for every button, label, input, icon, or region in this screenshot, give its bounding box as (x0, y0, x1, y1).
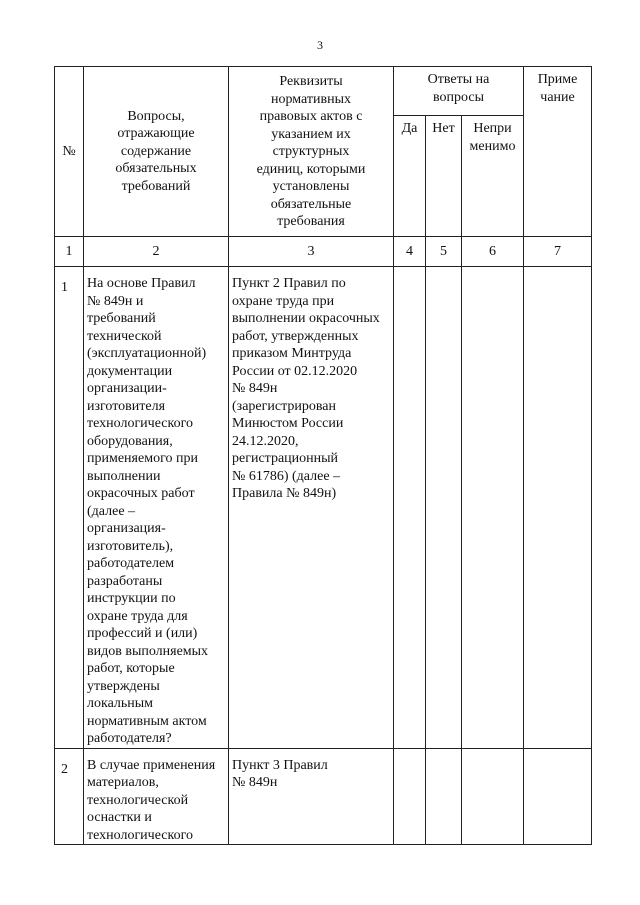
header-questions-line: требований (121, 178, 191, 194)
header-no-text: Нет (432, 121, 455, 136)
table-row (55, 267, 592, 749)
header-note-line: чание (540, 89, 575, 105)
requisite-cell (229, 748, 394, 845)
checklist-table (54, 66, 592, 845)
question-line: № 849н и (87, 293, 144, 309)
question-line: технической (87, 328, 162, 344)
header-questions-line: содержание (120, 143, 192, 159)
question-line: (эксплуатационной) (87, 346, 207, 361)
header-requisites-line: указанием их (271, 126, 351, 142)
column-number-row (55, 237, 592, 267)
answer-no-cell[interactable] (426, 748, 462, 845)
header-requisites-line: нормативных (270, 91, 351, 107)
header-yes-text: Да (401, 121, 418, 136)
question-line: инструкции по (87, 591, 176, 606)
requisite-line: Пункт 2 Правил по (232, 276, 346, 291)
header-requisites-line: требования (277, 214, 345, 229)
header-requisites (229, 67, 394, 237)
question-line: работодателем (87, 556, 175, 571)
answer-na-cell[interactable] (462, 267, 524, 749)
header-no (426, 116, 462, 237)
requisite-line: 24.12.2020, (232, 433, 299, 449)
question-line: организации- (87, 381, 167, 396)
question-line: локальным (87, 696, 154, 711)
row-number: 1 (55, 267, 84, 749)
question-cell (84, 748, 229, 845)
question-line: материалов, (87, 775, 159, 790)
question-line: технологического (87, 416, 193, 431)
answer-na-cell[interactable] (462, 748, 524, 845)
column-number: 6 (462, 237, 524, 267)
header-note-line: Приме (537, 72, 578, 87)
requisite-cell (229, 267, 394, 749)
column-number: 7 (524, 237, 592, 267)
page-number: 3 (317, 38, 323, 52)
requisite-line: Минюстом России (232, 416, 344, 431)
header-na (462, 116, 524, 237)
header-requisites-line: структурных (272, 144, 350, 159)
header-na-line: Непри (473, 121, 512, 136)
header-questions-line: обязательных (115, 161, 197, 177)
question-line: организация- (87, 521, 166, 536)
header-questions-line: отражающие (117, 126, 195, 142)
table-row (55, 748, 592, 845)
requisite-line: регистрационный (232, 451, 339, 466)
question-line: работодателя? (87, 731, 172, 746)
column-number: 1 (55, 237, 84, 267)
question-line: работ, которые (87, 661, 175, 676)
header-requisites-line: правовых актов с (259, 109, 363, 124)
answer-yes-cell[interactable] (394, 748, 426, 845)
question-line: видов выполняемых (87, 643, 209, 659)
question-line: применяемого при (87, 451, 198, 466)
question-line: охране труда для (87, 608, 188, 624)
header-num-text: № (62, 143, 76, 159)
header-requisites-line: обязательные (270, 196, 352, 212)
column-number: 3 (229, 237, 394, 267)
column-number: 2 (84, 237, 229, 267)
header-answers-line: Ответы на (427, 72, 490, 87)
requisite-line: Правила № 849н) (232, 486, 337, 501)
question-line: окрасочных работ (87, 486, 195, 501)
answer-yes-cell[interactable] (394, 267, 426, 749)
question-line: разработаны (87, 573, 163, 589)
header-row-1 (55, 67, 592, 116)
requisite-line: выполнении окрасочных (232, 311, 380, 326)
question-line: (далее – (87, 503, 136, 519)
header-na-line: менимо (469, 138, 516, 154)
requisite-line: № 849н (232, 775, 278, 790)
question-line: изготовитель), (87, 538, 174, 554)
header-yes (394, 116, 426, 237)
question-line: утверждены (87, 678, 160, 694)
requisite-line: (зарегистрирован (232, 398, 336, 414)
header-requisites-line: Реквизиты (279, 74, 343, 89)
column-number: 5 (426, 237, 462, 267)
header-answers-line: вопросы (433, 89, 484, 105)
requisite-line: № 61786) (далее – (232, 468, 341, 484)
requisite-line: № 849н (232, 381, 278, 396)
question-line: На основе Правил (87, 276, 196, 291)
requisite-line: приказом Минтруда (232, 346, 352, 361)
header-answers (394, 67, 524, 116)
header-questions-line: Вопросы, (127, 108, 185, 124)
question-line: технологического (87, 827, 193, 843)
note-cell[interactable] (524, 748, 592, 845)
header-num (55, 67, 84, 237)
question-line: технологической (87, 792, 189, 808)
question-line: изготовителя (87, 398, 166, 414)
question-line: В случае применения (87, 757, 216, 773)
question-line: оборудования, (87, 433, 173, 449)
question-line: нормативным актом (87, 713, 207, 729)
header-requisites-line: единиц, которыми (256, 161, 366, 177)
requisite-line: работ, утвержденных (232, 328, 359, 344)
answer-no-cell[interactable] (426, 267, 462, 749)
question-line: оснастки и (87, 810, 152, 825)
header-questions (84, 67, 229, 237)
header-note (524, 67, 592, 237)
requisite-line: охране труда при (232, 293, 335, 309)
question-line: профессий и (или) (87, 626, 198, 641)
note-cell[interactable] (524, 267, 592, 749)
column-number: 4 (394, 237, 426, 267)
question-line: выполнении (87, 468, 161, 484)
question-cell (84, 267, 229, 749)
row-number: 2 (55, 748, 84, 845)
requisite-line: Пункт 3 Правил (232, 757, 328, 773)
requisite-line: России от 02.12.2020 (232, 363, 358, 379)
question-line: требований (87, 311, 156, 326)
header-requisites-line: установлены (272, 179, 350, 194)
question-line: документации (87, 363, 173, 379)
